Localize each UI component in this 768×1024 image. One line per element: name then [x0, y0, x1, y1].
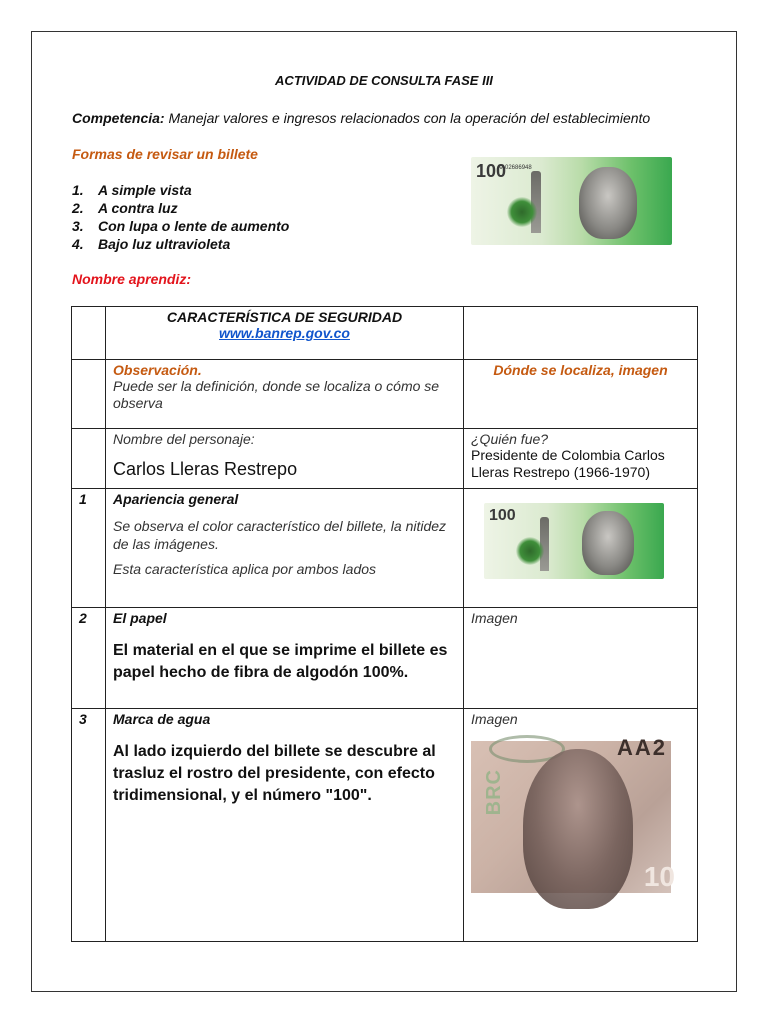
table-row — [72, 608, 698, 709]
list-item: 3. Con lupa o lente de aumento — [72, 218, 290, 234]
banknote-image: 100 AA02686948 — [471, 157, 672, 245]
watermark-image: BRC AA2 10 — [471, 741, 671, 893]
feature-title: Apariencia general — [113, 491, 239, 507]
donde-title: Dónde se localiza, imagen — [493, 362, 668, 378]
quien-label: ¿Quién fue? — [471, 431, 549, 447]
feature-title: Marca de agua — [113, 711, 211, 727]
banknote-image: 100 — [484, 503, 664, 579]
image-label: Imagen — [471, 711, 518, 727]
table-row — [72, 429, 698, 489]
list-item: 2. A contra luz — [72, 200, 178, 216]
table-row — [72, 307, 698, 360]
image-label: Imagen — [471, 610, 518, 626]
formas-heading: Formas de revisar un billete — [72, 146, 258, 162]
banrep-link[interactable]: www.banrep.gov.co — [219, 325, 350, 341]
personaje-name: Carlos Lleras Restrepo — [113, 459, 298, 479]
personaje-label: Nombre del personaje: — [113, 431, 255, 447]
table-row — [72, 360, 698, 429]
observacion-desc: Puede ser la definición, donde se localiza o cómo se observa — [113, 378, 440, 411]
feature-desc-2: Esta característica aplica por ambos lados — [113, 561, 377, 577]
row-number: 2 — [72, 608, 106, 709]
list-item: 1. A simple vista — [72, 182, 192, 198]
row-number: 1 — [72, 489, 106, 608]
quien-text: Presidente de Colombia Carlos Lleras Restrepo (1966-1970) — [471, 447, 665, 480]
competencia-text: Manejar valores e ingresos relacionados con la operación del establecimiento — [168, 110, 651, 126]
list-item: 4. Bajo luz ultravioleta — [72, 236, 231, 252]
feature-desc: Al lado izquierdo del billete se descubre al trasluz el rostro del presidente, con efecto tridimensional, y el número "100". — [113, 743, 436, 804]
header-title: CARACTERÍSTICA DE SEGURIDAD — [166, 309, 403, 325]
observacion-title: Observación. — [113, 362, 202, 378]
feature-title: El papel — [113, 610, 167, 626]
row-number: 3 — [72, 709, 106, 942]
nombre-aprendiz-label: Nombre aprendiz: — [72, 271, 192, 287]
competencia-line — [72, 110, 650, 126]
competencia-label: Competencia: — [72, 110, 165, 126]
table-row — [72, 489, 698, 608]
feature-desc: El material en el que se imprime el billete es papel hecho de fibra de algodón 100%. — [113, 642, 448, 681]
document-title: ACTIVIDAD DE CONSULTA FASE III — [275, 73, 493, 88]
methods-list — [72, 181, 289, 253]
feature-desc: Se observa el color característico del billete, la nitidez de las imágenes. — [113, 518, 447, 552]
